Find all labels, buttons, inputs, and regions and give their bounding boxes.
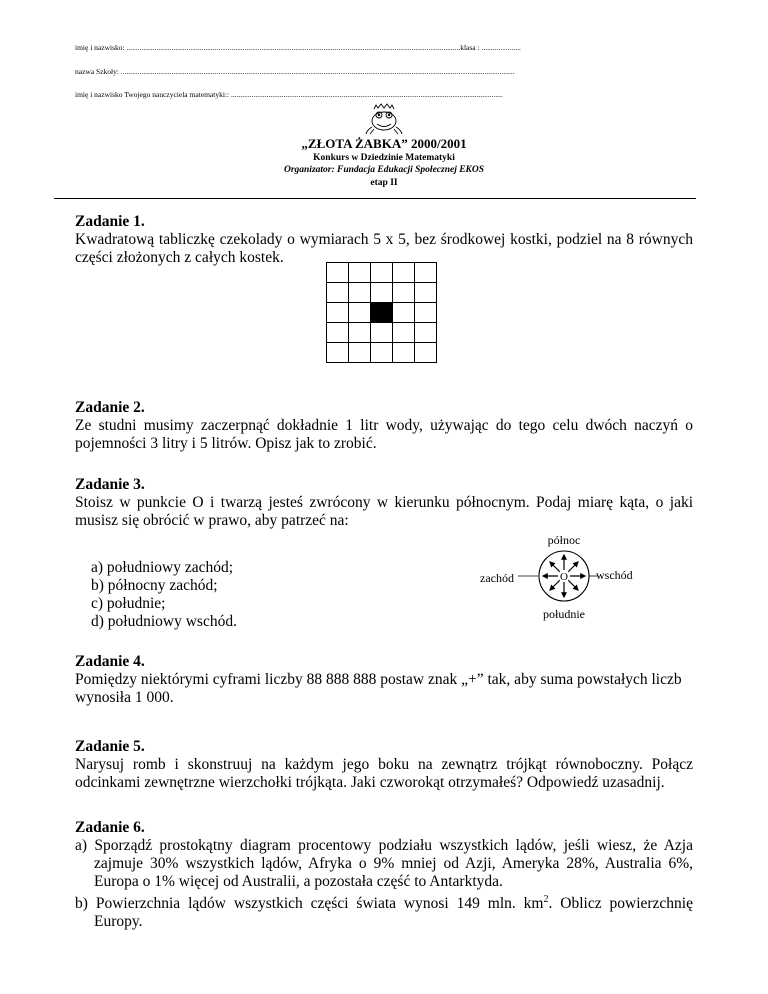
task-4: [75, 653, 693, 707]
chocolate-grid: [326, 262, 437, 363]
label-east: wschód: [596, 568, 633, 582]
task-text: Narysuj romb i skonstruuj na każdym jego boku na zewnątrz trójkąt równoboczny. Połącz odcinkami zewnętrzne wierzchołki trójkąta. Jaki czworokąt otrzymałeś? Odpowiedź uzasadnij.: [75, 756, 693, 791]
option-a: a) południowy zachód;: [91, 559, 234, 576]
label-south: południe: [543, 607, 585, 621]
compass-diagram: [478, 532, 668, 624]
option-c: c) południe;: [91, 595, 166, 612]
contest-title: „ZŁOTA ŻABKA” 2000/2001: [301, 136, 467, 151]
task-title: Zadanie 4.: [75, 653, 145, 670]
label-north: północ: [547, 533, 581, 547]
task-title: Zadanie 6.: [75, 819, 145, 836]
label-west: zachód: [480, 571, 514, 585]
center-point-o: O: [560, 571, 568, 583]
header-divider: [54, 198, 696, 199]
contest-stage: etap II: [370, 178, 398, 188]
option-b: b) północny zachód;: [91, 577, 218, 594]
task-title: Zadanie 3.: [75, 476, 145, 493]
task-title: Zadanie 2.: [75, 399, 145, 416]
frog-logo: [362, 103, 406, 135]
option-d: d) południowy wschód.: [91, 613, 237, 630]
teacher-field-line: imię i nazwisko Twojego nauczyciela matematyki:: .................................................................................................................................................: [75, 90, 503, 99]
task-1: [75, 213, 693, 267]
contest-subtitle: Konkurs w Dziedzinie Matematyki: [313, 153, 455, 163]
task-title: Zadanie 1.: [75, 213, 145, 230]
task-text: Ze studni musimy zaczerpnąć dokładnie 1 litr wody, używając do tego celu dwóch naczyń o pojemności 3 litry i 5 litrów. Opisz jak to zrobić.: [75, 417, 693, 452]
task-5: [75, 738, 693, 792]
task-3: [75, 476, 693, 530]
task-text: Kwadratową tabliczkę czekolady o wymiarach 5 x 5, bez środkowej kostki, podziel na 8 równych części złożonych z całych kostek.: [75, 231, 693, 266]
name-field-line: imię i nazwisko: ..................................................................................................................................................................................klasa : .....................: [75, 43, 521, 52]
removed-center-piece: [371, 303, 393, 323]
task-6: [75, 819, 693, 931]
task-title: Zadanie 5.: [75, 738, 145, 755]
school-field-line: nazwa Szkoły: ..................................................................................................................................................................................................................: [75, 67, 515, 76]
task-text: Pomiędzy niektórymi cyframi liczby 88 888 888 postaw znak „+” tak, aby suma powstałych liczb wynosiła 1 000.: [75, 671, 682, 706]
task-text: Stoisz w punkcie O i twarzą jesteś zwrócony w kierunku północnym. Podaj miarę kąta, o jaki musisz się obrócić w prawo, aby patrzeć na:: [75, 494, 693, 529]
task-2: [75, 399, 693, 453]
contest-organizer: Organizator: Fundacja Edukacji Społecznej EKOS: [283, 165, 485, 175]
task-6a-text: a) Sporządź prostokątny diagram procentowy podziału wszystkich lądów, jeśli wiesz, że Azja zajmuje 30% wszystkich lądów, Afryka o 9% mniej od Azji, Ameryka 28%, Australia 6%, Europa o 1% więcej od Australii, a pozostała część to Antarktyda.: [75, 837, 693, 890]
task-6b-text: b) Powierzchnia lądów wszystkich części świata wynosi 149 mln. $km^2$. Oblicz powierzchnię Europy.: [75, 894, 693, 931]
task-3-options: [91, 559, 237, 631]
